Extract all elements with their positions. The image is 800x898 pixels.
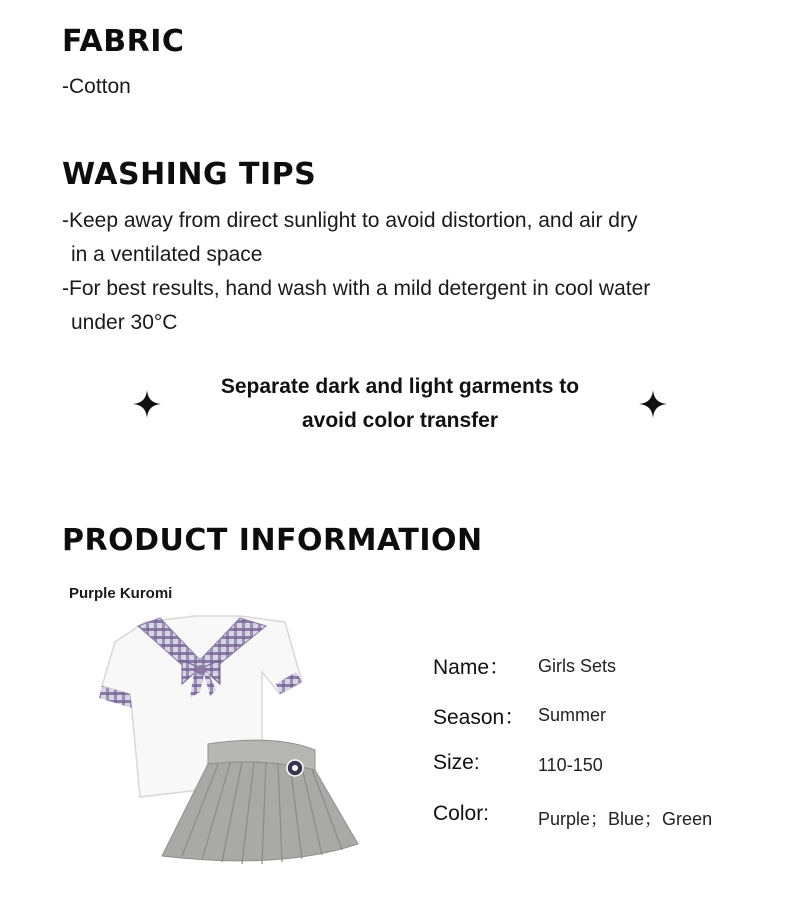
spec-size-value: 110-150 [538,755,603,775]
sparkle-icon [639,390,667,418]
product-image [90,612,370,872]
spec-size-label: Size: [433,751,480,774]
spec-name-value: Girls Sets [538,656,617,676]
care-note-line: Separate dark and light garments to [220,375,580,398]
washing-tips-heading: WASHING TIPS [62,157,317,192]
fabric-item: -Cotton [62,75,131,98]
product-image-caption: Purple Kuromi [69,585,173,602]
washing-tip-line: under 30°C [71,311,178,334]
spec-season-label: Season： [433,706,526,729]
spec-color-value: Purple；Blue；Green [538,809,713,829]
care-note [180,370,620,438]
product-info-heading: PRODUCT INFORMATION [62,523,483,558]
spec-season-value: Summer [538,705,607,725]
washing-tip-line: -For best results, hand wash with a mild detergent in cool water [62,277,651,300]
care-note-line: avoid color transfer [301,409,499,432]
washing-tip-line: in a ventilated space [71,243,263,266]
sparkle-icon [133,390,161,418]
spec-name-label: Name： [433,656,511,679]
washing-tip-line: -Keep away from direct sunlight to avoid distortion, and air dry [62,209,638,232]
spec-color-label: Color: [433,802,490,825]
fabric-heading: FABRIC [62,24,185,59]
